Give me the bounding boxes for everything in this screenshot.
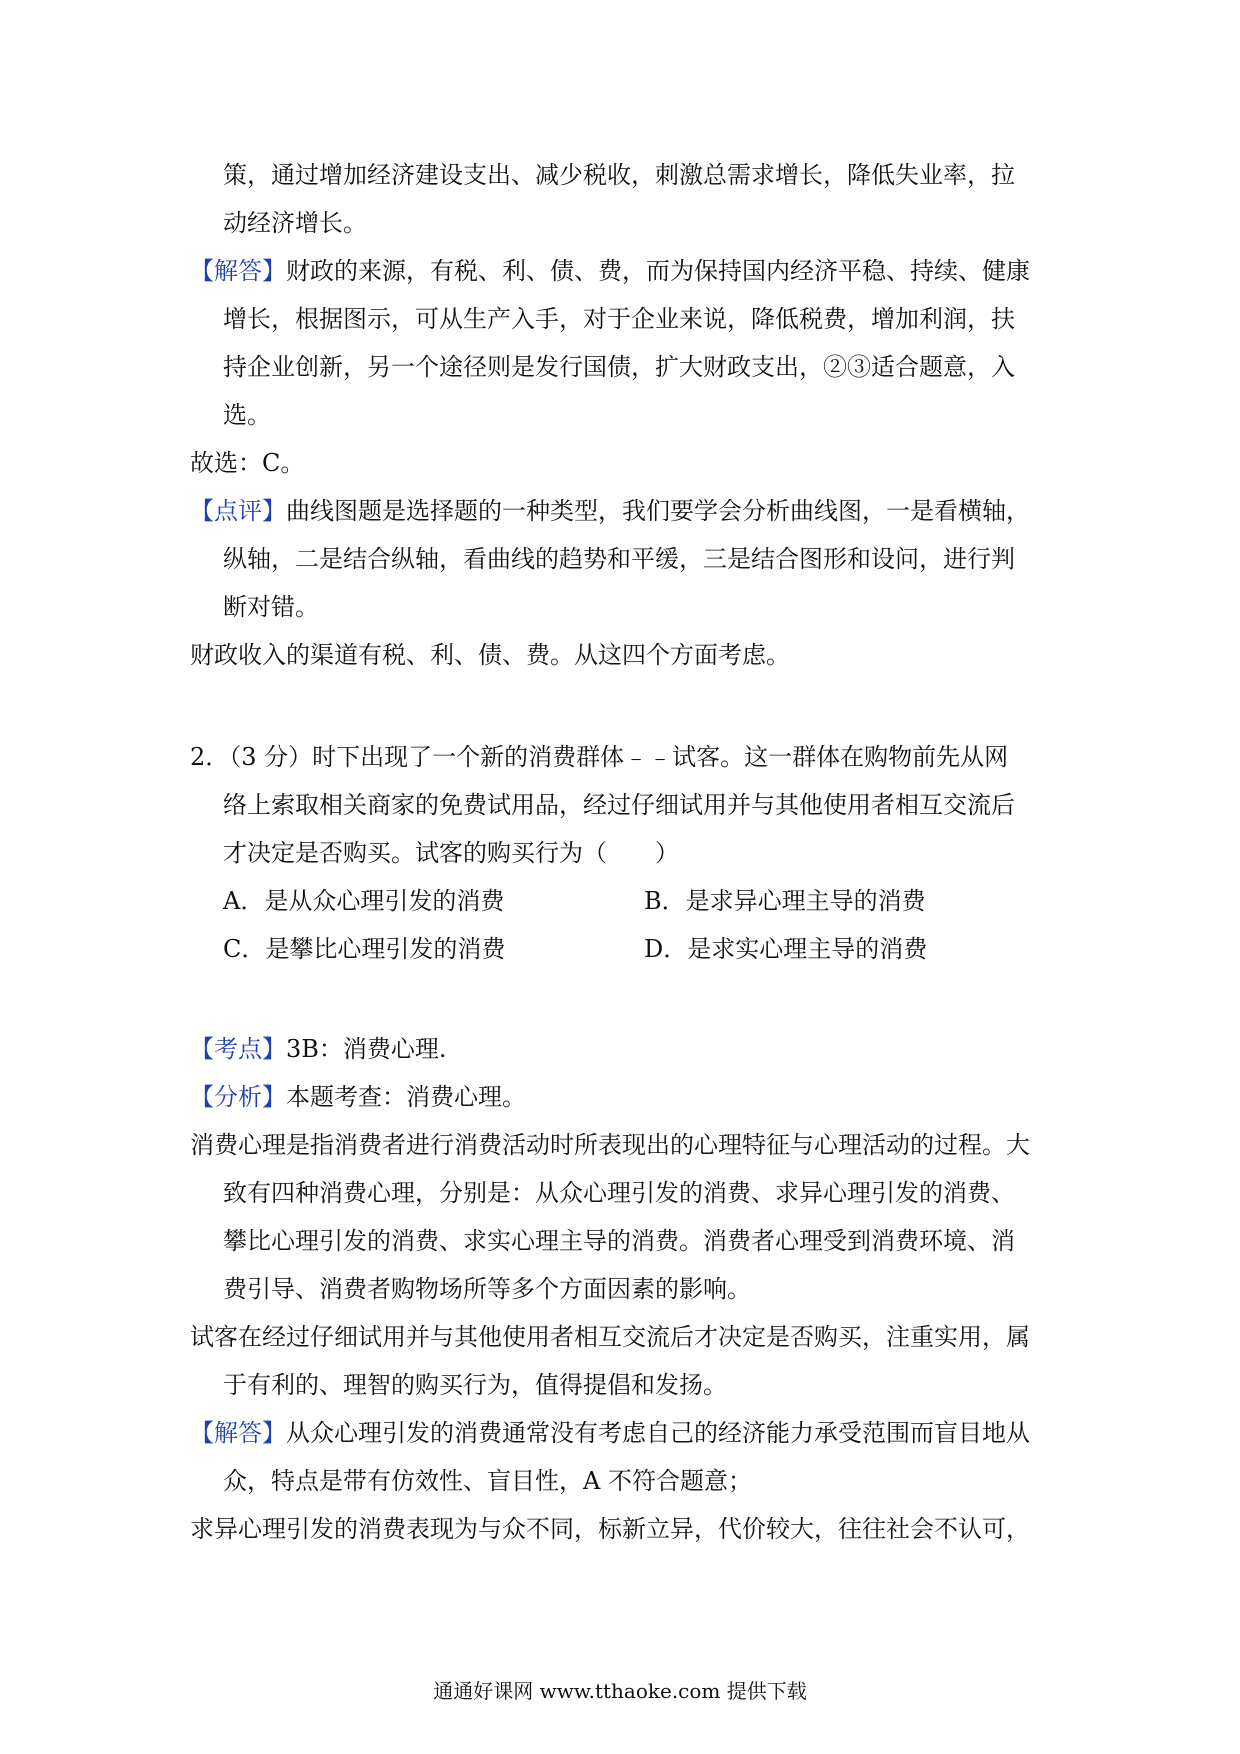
text-line: 持企业创新，另一个途径则是发行国债，扩大财政支出，②③适合题意，入 bbox=[223, 353, 1015, 381]
text-line: 增长，根据图示，可从生产入手，对于企业来说，降低税费，增加利润，扶 bbox=[223, 305, 1015, 333]
text-line: 财政收入的渠道有税、利、债、费。从这四个方面考虑。 bbox=[190, 641, 790, 669]
option-c: C．是攀比心理引发的消费 bbox=[223, 935, 506, 963]
kaodian-line bbox=[190, 1034, 447, 1064]
text-line: 致有四种消费心理，分别是：从众心理引发的消费、求异心理引发的消费、 bbox=[223, 1179, 1015, 1207]
comment-line bbox=[190, 496, 1030, 526]
fenxi-text: 本题考查：消费心理。 bbox=[286, 1083, 526, 1111]
text-line: 众，特点是带有仿效性、盲目性，A 不符合题意； bbox=[223, 1467, 752, 1495]
text-line: 动经济增长。 bbox=[223, 209, 367, 237]
option-d: D．是求实心理主导的消费 bbox=[644, 935, 928, 963]
fenxi-line bbox=[190, 1082, 526, 1112]
answer-text: 从众心理引发的消费通常没有考虑自己的经济能力承受范围而盲目地从 bbox=[286, 1419, 1030, 1447]
page-footer: 通通好课网 www.tthaoke.com 提供下载 bbox=[433, 1679, 807, 1703]
question-stem: 络上索取相关商家的免费试用品，经过仔细试用并与其他使用者相互交流后 bbox=[223, 791, 1015, 819]
kaodian-text: 3B：消费心理. bbox=[286, 1035, 447, 1063]
text-line: 断对错。 bbox=[223, 593, 319, 621]
text-line: 攀比心理引发的消费、求实心理主导的消费。消费者心理受到消费环境、消 bbox=[223, 1227, 1015, 1255]
answer-tag: 【解答】 bbox=[190, 257, 286, 285]
option-a: A．是从众心理引发的消费 bbox=[223, 887, 505, 915]
comment-tag: 【点评】 bbox=[190, 497, 286, 525]
text-line: 试客在经过仔细试用并与其他使用者相互交流后才决定是否购买，注重实用，属 bbox=[190, 1323, 1030, 1351]
text-line: 于有利的、理智的购买行为，值得提倡和发扬。 bbox=[223, 1371, 727, 1399]
text-line: 纵轴，二是结合纵轴，看曲线的趋势和平缓，三是结合图形和设问，进行判 bbox=[223, 545, 1015, 573]
text-line: 费引导、消费者购物场所等多个方面因素的影响。 bbox=[223, 1275, 751, 1303]
text-line: 选。 bbox=[223, 401, 271, 429]
fenxi-tag: 【分析】 bbox=[190, 1083, 286, 1111]
kaodian-tag: 【考点】 bbox=[190, 1035, 286, 1063]
answer-line bbox=[190, 256, 1030, 286]
comment-text: 曲线图题是选择题的一种类型，我们要学会分析曲线图，一是看横轴， bbox=[286, 497, 1030, 525]
question-stem: 2．（3 分）时下出现了一个新的消费群体﹣﹣试客。这一群体在购物前先从网 bbox=[190, 743, 1009, 771]
option-b: B．是求异心理主导的消费 bbox=[644, 887, 926, 915]
text-line: 消费心理是指消费者进行消费活动时所表现出的心理特征与心理活动的过程。大 bbox=[190, 1131, 1030, 1159]
answer-line bbox=[190, 1418, 1030, 1448]
text-line: 策，通过增加经济建设支出、减少税收，刺激总需求增长，降低失业率，拉 bbox=[223, 161, 1015, 189]
text-line: 求异心理引发的消费表现为与众不同，标新立异，代价较大，往往社会不认可， bbox=[190, 1515, 1030, 1543]
answer-tag: 【解答】 bbox=[190, 1419, 286, 1447]
answer-text: 财政的来源，有税、利、债、费，而为保持国内经济平稳、持续、健康 bbox=[286, 257, 1030, 285]
choice-result: 故选：C。 bbox=[190, 449, 305, 477]
question-stem: 才决定是否购买。试客的购买行为（ ） bbox=[223, 839, 679, 867]
